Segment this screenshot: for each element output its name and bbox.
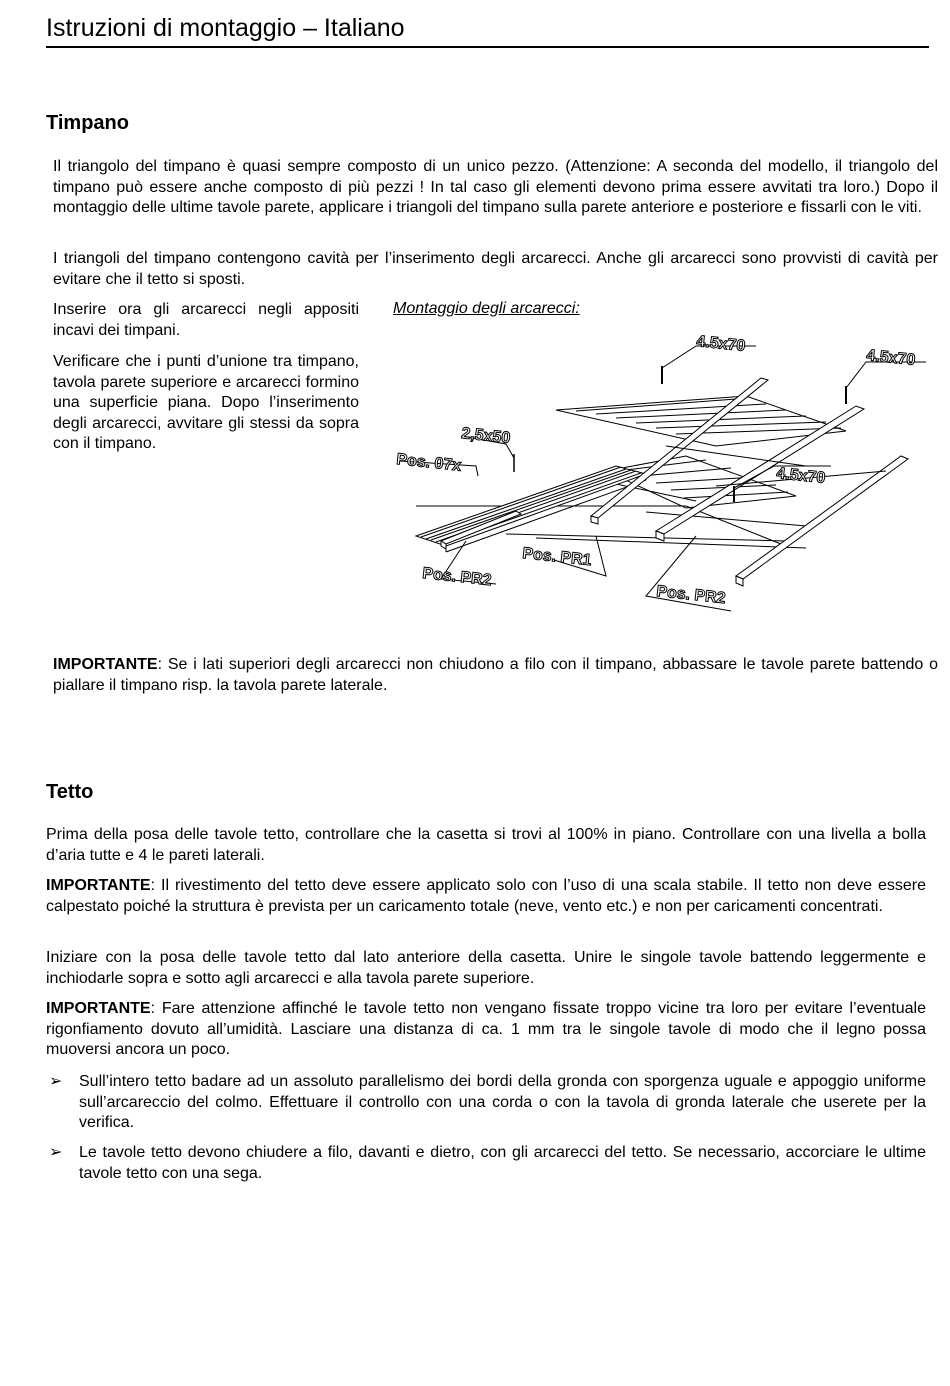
section-heading-tetto: Tetto <box>46 781 94 803</box>
tetto-important-2 <box>46 999 926 1061</box>
label-screw-top-right: 4.5x70 <box>865 347 917 370</box>
bullet-arrow-icon: ➢ <box>49 1073 63 1090</box>
timpano-important-note <box>53 655 938 696</box>
bullet-text: Le tavole tetto devono chiudere a filo, davanti e dietro, con gli arcarecci del tetto. Se necessario, accorciare le ultime tavole tetto con una sega. <box>79 1144 926 1182</box>
important-text: : Fare attenzione affinché le tavole tetto non vengano fissate troppo vicine tra loro per evitare l’eventuale rigonfiamento dovuto all’umidità. Lasciare una distanza di ca. 1 mm tra le singole tavole di modo che il legno possa muoversi ancora un poco. <box>46 1000 926 1058</box>
timpano-paragraph-2: I triangoli del timpano contengono cavità per l’inserimento degli arcarecci. Anche gli arcarecci sono provvisti di cavità per evitare che il tetto si sposti. <box>53 250 938 288</box>
label-pos-pr2-right: Pos. PR2 <box>655 583 727 608</box>
timpano-paragraph-1: Il triangolo del timpano è quasi sempre composto di un unico pezzo. (Attenzione: A seconda del modello, il triangolo del timpano può essere anche composto di più pezzi ! In tal caso gli elementi devono prima essere avvitati tra loro.) Dopo il montaggio delle ultime tavole parete, applicare i triangoli del timpano sulla parete anteriore e posteriore e fissarli con le viti. <box>53 158 938 216</box>
tetto-important-1 <box>46 876 926 917</box>
purlin-assembly-diagram <box>386 296 942 620</box>
bullet-text: Sull’intero tetto badare ad un assoluto parallelismo dei bordi della gronda con sporgenza uguale e appoggio uniforme sull’arcareccio del colmo. Effettuare il controllo con una corda o con la tavola di gronda laterale che userete per la verifica. <box>79 1073 926 1131</box>
timpano-paragraph-3: Inserire ora gli arcarecci negli appositi incavi dei timpani. <box>53 301 359 339</box>
back-gable-triangle <box>556 396 846 446</box>
label-pos-07x: Pos. 07x <box>395 451 462 475</box>
page-header <box>46 12 929 48</box>
section-heading-timpano: Timpano <box>46 112 129 134</box>
diagram-title: Montaggio degli arcarecci: <box>393 300 580 317</box>
important-label: IMPORTANTE <box>46 877 151 894</box>
label-screw-top-left: 4.5x70 <box>695 333 747 356</box>
tetto-paragraph-2: Iniziare con la posa delle tavole tetto dal lato anteriore della casetta. Unire le singole tavole battendo leggermente e inchiodarle sopra e sotto agli arcarecci e alla tavola parete superiore. <box>46 949 926 987</box>
bullet-item <box>49 1072 926 1134</box>
important-text: : Se i lati superiori degli arcarecci non chiudono a filo con il timpano, abbassare le tavole parete battendo o piallare il timpano risp. la tavola parete laterale. <box>53 656 938 694</box>
bullet-item <box>49 1143 926 1184</box>
bullet-arrow-icon: ➢ <box>49 1144 63 1161</box>
page-title: Istruzioni di montaggio – Italiano <box>46 14 405 42</box>
label-screw-mid: 4.5x70 <box>775 465 827 488</box>
label-nail: 2,5x50 <box>460 425 512 448</box>
important-text: : Il rivestimento del tetto deve essere applicato solo con l’uso di una scala stabile. Il tetto non deve essere calpestato poiché la struttura è prevista per un caricamento totale (neve, vento etc.) e non per caricamenti concentrati. <box>46 877 926 915</box>
label-pos-pr1: Pos. PR1 <box>521 545 593 570</box>
timpano-paragraph-4: Verificare che i punti d’unione tra timpano, tavola parete superiore e arcarecci formino una superficie piana. Dopo l’inserimento degli arcarecci, avvitare gli stessi da sopra con il timpano. <box>53 353 359 452</box>
label-pos-pr2-left: Pos. PR2 <box>421 565 493 590</box>
tetto-paragraph-1: Prima della posa delle tavole tetto, controllare che la casetta si trovi al 100% in piano. Controllare con una livella a bolla d’aria tutte e 4 le pareti laterali. <box>46 826 926 864</box>
important-label: IMPORTANTE <box>46 1000 151 1017</box>
important-label: IMPORTANTE <box>53 656 158 673</box>
